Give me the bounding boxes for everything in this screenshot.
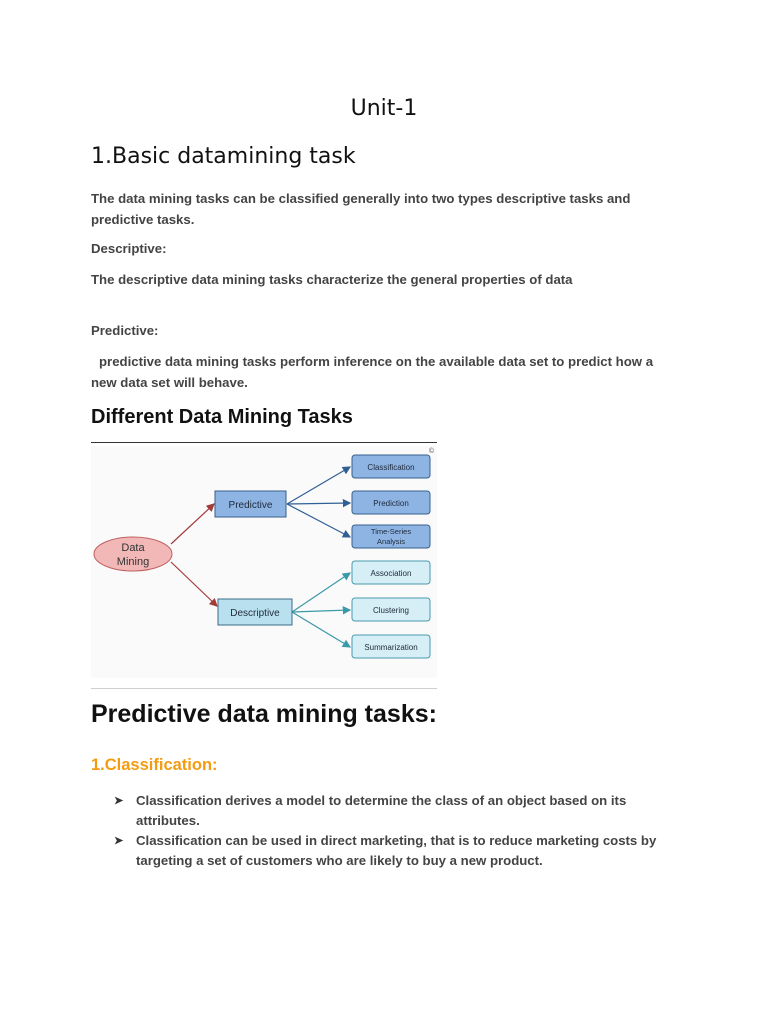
- classification-node-label: Classification: [367, 463, 415, 472]
- predictive-tasks-heading: Predictive data mining tasks:: [91, 700, 437, 728]
- root-node-label-1: Data: [121, 542, 145, 554]
- classification-bullet-list: [114, 791, 684, 871]
- descriptive-paragraph: The descriptive data mining tasks characterize the general properties of data: [91, 272, 573, 287]
- summarization-node-label: Summarization: [364, 643, 418, 652]
- bullet-text: Classification can be used in direct marketing, that is to reduce marketing costs by targeting a set of customers who are likely to buy a new product.: [136, 833, 657, 868]
- section-title: 1.Basic datamining task: [91, 144, 356, 169]
- intro-paragraph: The data mining tasks can be classified generally into two types descriptive tasks and predictive tasks.: [91, 191, 631, 227]
- unit-title: Unit-1: [350, 96, 418, 121]
- prediction-node-label: Prediction: [373, 499, 409, 508]
- clustering-node-label: Clustering: [372, 606, 410, 615]
- list-item: [114, 831, 684, 871]
- arrow-bullet-icon: ➤: [114, 835, 124, 847]
- time-series-node-label-1: Time-Series: [370, 527, 412, 536]
- descriptive-node-label: Descriptive: [230, 608, 280, 619]
- predictive-heading: Predictive:: [91, 323, 159, 338]
- data-mining-tasks-diagram: [91, 446, 437, 678]
- predictive-paragraph: predictive data mining tasks perform inference on the available data set to predict how a new data set will behave.: [91, 354, 654, 390]
- time-series-node-label-2: Analysis: [377, 537, 405, 546]
- list-item: [114, 791, 684, 831]
- diagram-bottom-rule: [91, 688, 437, 689]
- tasks-heading: Different Data Mining Tasks: [91, 406, 353, 428]
- predictive-node-label: Predictive: [228, 500, 273, 511]
- descriptive-heading: Descriptive:: [91, 241, 167, 256]
- root-node-label-2: Mining: [116, 556, 150, 568]
- arrow-bullet-icon: ➤: [114, 795, 124, 807]
- tasks-heading-rule: [91, 442, 437, 443]
- corner-mark: ©: [428, 448, 434, 455]
- classification-heading: 1.Classification:: [91, 756, 218, 774]
- bullet-text: Classification derives a model to determine the class of an object based on its attributes.: [136, 793, 627, 828]
- association-node-label: Association: [370, 569, 412, 578]
